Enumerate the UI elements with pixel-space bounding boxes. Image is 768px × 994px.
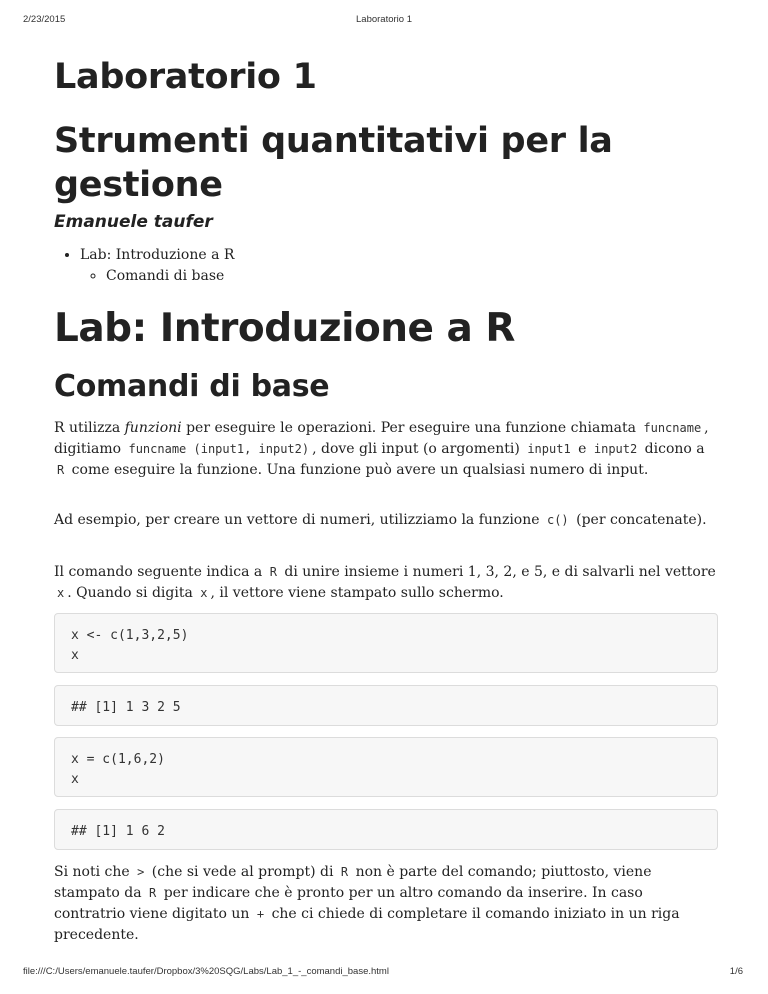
page-title: Laboratorio 1: [54, 57, 317, 97]
inline-code: c(): [546, 513, 569, 527]
file-path: file:///C:/Users/emanuele.taufer/Dropbox/3%20SQG/Labs/Lab_1_-_comandi_base.html: [23, 966, 389, 977]
print-date: 2/23/2015: [23, 14, 66, 25]
inline-code: funcname (input1, input2): [128, 442, 310, 456]
subsection-heading: Comandi di base: [54, 369, 330, 404]
page-subtitle: Strumenti quantitativi per la gestione: [54, 121, 613, 205]
section-heading: Lab: Introduzione a R: [54, 306, 515, 351]
inline-code: x: [200, 586, 208, 600]
toc-subitem-label[interactable]: Comandi di base: [106, 268, 225, 284]
table-of-contents: [54, 245, 234, 287]
inline-code: input2: [593, 442, 638, 456]
inline-code: R: [149, 886, 157, 900]
inline-code: +: [256, 907, 265, 921]
paragraph-funzioni: R utilizza funzioni per eseguire le operazioni. Per eseguire una funzione chiamata funcname , digitiamo funcname (input1, input2) , dove gli input (o argomenti) input1 e input2 dicono a R come eseguire la funzione. Una funzione può avere un qualsiasi numero di input.: [54, 420, 709, 478]
author: Emanuele taufer: [54, 212, 213, 232]
inline-code: >: [137, 865, 145, 879]
print-header: [0, 14, 768, 28]
inline-code: R: [57, 463, 65, 477]
paragraph-prompt: Si noti che > (che si vede al prompt) di R non è parte del comando; piuttosto, viene stampato da R per indicare che è pronto per un altro comando da inserire. In caso contratrio viene digitato un + che ci chiede di completare il comando iniziato in un riga precedente.: [54, 864, 680, 943]
toc-item-label[interactable]: Lab: Introduzione a R: [80, 247, 235, 263]
code-block-input: x = c(1,6,2) x: [54, 737, 718, 797]
inline-code: input1: [527, 442, 571, 456]
paragraph-vettore: Ad esempio, per creare un vettore di numeri, utilizziamo la funzione c() (per concatenate).: [54, 512, 707, 528]
inline-code: x: [57, 586, 65, 600]
inline-code: funcname: [643, 421, 702, 435]
page-number: 1/6: [729, 966, 743, 977]
paragraph-comando: Il comando seguente indica a R di unire insieme i numeri 1, 3, 2, e 5, e di salvarli nel vettore x . Quando si digita x , il vettore viene stampato sullo schermo.: [54, 564, 716, 601]
toc-subitem[interactable]: [106, 266, 234, 287]
code-block-output: ## [1] 1 3 2 5: [54, 685, 718, 726]
inline-code: R: [269, 565, 277, 579]
code-block-output: ## [1] 1 6 2: [54, 809, 718, 850]
inline-code: R: [340, 865, 349, 879]
code-block-input: x <- c(1,3,2,5) x: [54, 613, 718, 673]
print-title: Laboratorio 1: [356, 14, 412, 25]
toc-item[interactable]: [80, 245, 234, 287]
